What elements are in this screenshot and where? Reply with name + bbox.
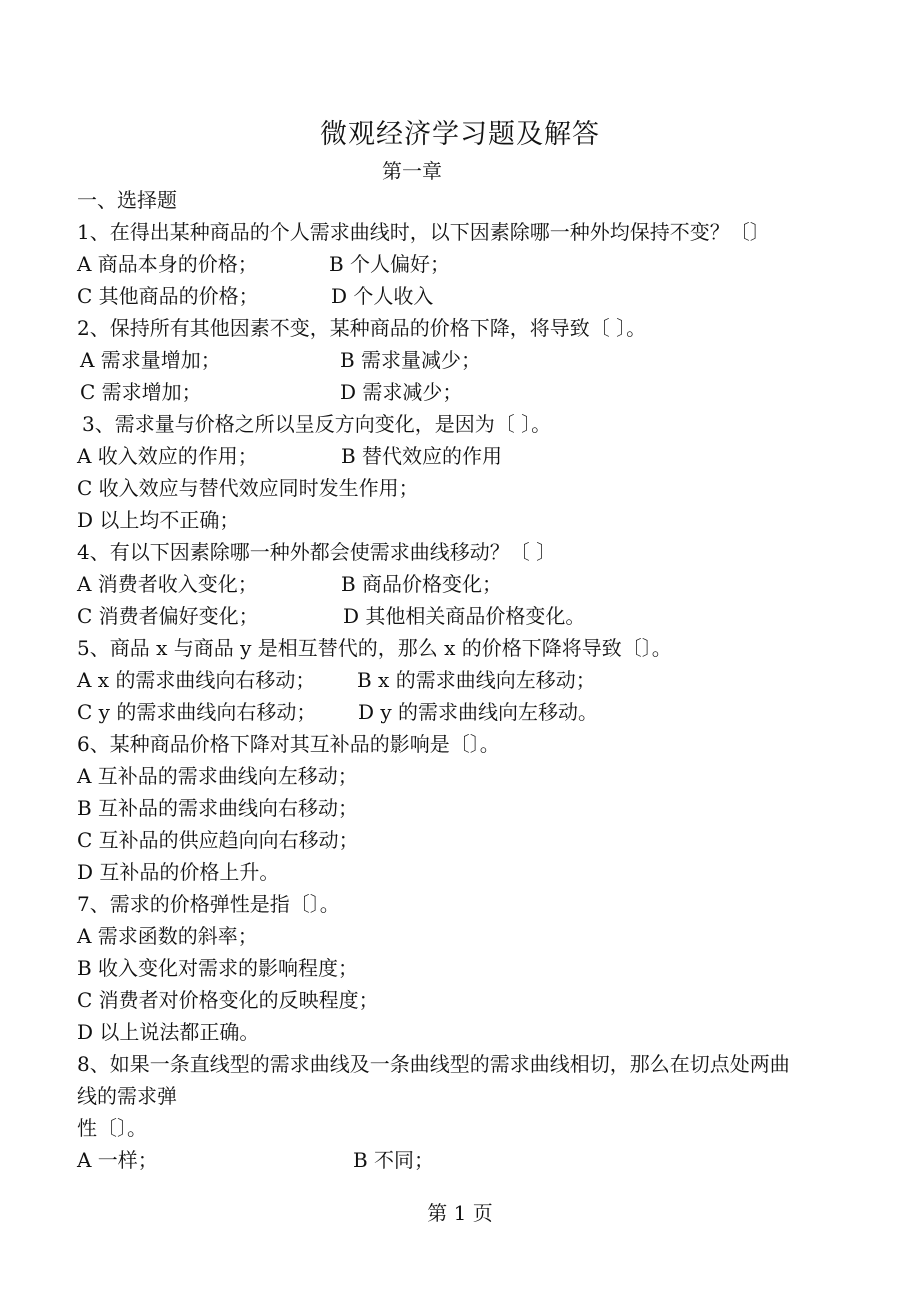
option-b: B x 的需求曲线向左移动； — [357, 668, 596, 692]
question-7-option-d: D 以上说法都正确。 — [77, 1020, 260, 1044]
document-title: 微观经济学习题及解答 — [320, 119, 600, 150]
option-b: B 需求量减少； — [340, 348, 482, 372]
question-8-line-2: 线的需求弹 — [77, 1084, 177, 1108]
question-5: 5、商品 x 与商品 y 是相互替代的，那么 x 的价格下降将导致〔〕。 — [77, 636, 672, 660]
question-3-option-c: C 收入效应与替代效应同时发生作用； — [77, 476, 419, 500]
option-a: A 需求量增加； — [80, 348, 221, 372]
option-c: C 消费者偏好变化； — [77, 604, 259, 628]
option-c: C 需求增加； — [80, 380, 202, 404]
question-3: 3、需求量与价格之所以呈反方向变化，是因为〔 〕。 — [82, 412, 552, 436]
question-4: 4、有以下因素除哪一种外都会使需求曲线移动？〔 〕 — [77, 540, 557, 564]
option-b: B 不同； — [353, 1148, 435, 1172]
option-a: A 商品本身的价格； — [77, 252, 258, 276]
option-a: A 消费者收入变化； — [77, 572, 258, 596]
question-8-line-3: 性〔〕。 — [77, 1116, 147, 1140]
question-6-option-b: B 互补品的需求曲线向右移动； — [77, 796, 359, 820]
question-6-option-d: D 互补品的价格上升。 — [77, 860, 280, 884]
page-number: 第 1 页 — [427, 1201, 493, 1225]
option-c: C 其他商品的价格； — [77, 284, 259, 308]
chapter-heading: 第一章 — [382, 159, 442, 183]
option-d: D 个人收入 — [331, 284, 434, 308]
option-a: A x 的需求曲线向右移动； — [77, 668, 316, 692]
option-b: B 替代效应的作用 — [341, 444, 503, 468]
option-c: C y 的需求曲线向右移动； — [77, 700, 317, 724]
question-7: 7、需求的价格弹性是指〔〕。 — [77, 892, 340, 916]
question-8-line-1: 8、如果一条直线型的需求曲线及一条曲线型的需求曲线相切，那么在切点处两曲 — [77, 1052, 790, 1076]
section-heading: 一、选择题 — [77, 188, 177, 212]
question-7-option-c: C 消费者对价格变化的反映程度； — [77, 988, 379, 1012]
question-6-option-a: A 互补品的需求曲线向左移动； — [77, 764, 358, 788]
question-6: 6、某种商品价格下降对其互补品的影响是〔〕。 — [77, 732, 500, 756]
option-d: D 需求减少； — [340, 380, 463, 404]
question-1: 1、在得出某种商品的个人需求曲线时，以下因素除哪一种外均保持不变？〔〕 — [77, 220, 770, 244]
option-d: D y 的需求曲线向左移动。 — [358, 700, 599, 724]
question-7-option-b: B 收入变化对需求的影响程度； — [77, 956, 359, 980]
option-d: D 其他相关商品价格变化。 — [343, 604, 586, 628]
option-a: A 一样； — [77, 1148, 158, 1172]
question-6-option-c: C 互补品的供应趋向向右移动； — [77, 828, 359, 852]
option-b: B 个人偏好； — [329, 252, 451, 276]
question-3-option-d: D 以上均不正确； — [77, 508, 240, 532]
option-a: A 收入效应的作用； — [77, 444, 258, 468]
question-2: 2、保持所有其他因素不变，某种商品的价格下降，将导致〔 〕。 — [77, 316, 647, 340]
question-7-option-a: A 需求函数的斜率； — [77, 924, 258, 948]
option-b: B 商品价格变化； — [341, 572, 503, 596]
